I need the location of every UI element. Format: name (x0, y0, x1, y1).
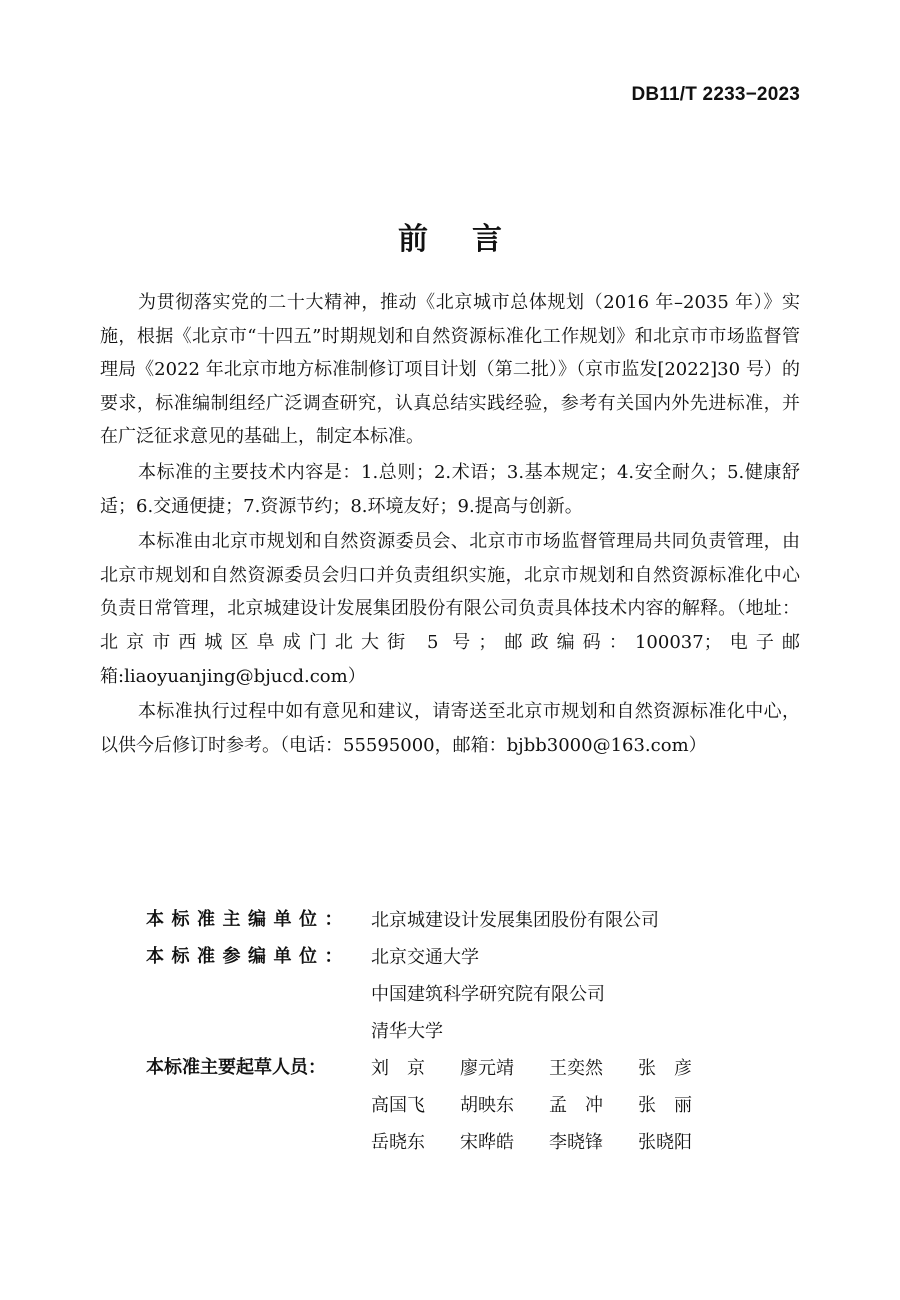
participating-unit: 北京交通大学 (371, 947, 479, 968)
paragraph: 本标准由北京市规划和自然资源委员会、北京市市场监督管理局共同负责管理，由北京市规划和自然资源委员会归口并负责组织实施，北京市规划和自然资源标准化中心负责日常管理，北京城建设计发展集团股份有限公司负责具体技术内容的解释。（地址：北京市西城区阜成门北大街 5 号；邮政编码：100037；电子邮箱:liaoyuanjing@bjucd.com） (100, 531, 800, 687)
paragraph: 本标准的主要技术内容是：1.总则；2.术语；3.基本规定；4.安全耐久；5.健康舒适；6.交通便捷；7.资源节约；8.环境友好；9.提高与创新。 (100, 461, 800, 517)
drafter-name: 李晓锋 (549, 1132, 603, 1153)
chief-unit-row (146, 902, 786, 939)
drafters-list (371, 1050, 786, 1161)
participating-units-label: 本标准参编单位： (146, 946, 350, 967)
page-title: 前言 (398, 222, 546, 257)
participating-unit: 中国建筑科学研究院有限公司 (371, 984, 605, 1005)
paragraph: 为贯彻落实党的二十大精神，推动《北京城市总体规划（2016 年–2035 年）》实施，根据《北京市“十四五”时期规划和自然资源标准化工作规划》和北京市市场监督管理局《2022 年北京市地方标准制修订项目计划（第二批）》（京市监发[2022]30 号）的要求，标准编制组经广泛调查研究，认真总结实践经验，参考有关国内外先进标准，并在广泛征求意见的基础上，制定本标准。 (100, 292, 800, 448)
drafters-row (146, 1050, 786, 1161)
drafters-label: 本标准主要起草人员： (146, 1057, 326, 1078)
drafter-name: 宋晔皓 (460, 1132, 514, 1153)
drafter-name: 王奕然 (549, 1058, 603, 1079)
credits-section (146, 902, 786, 1161)
chief-unit-label: 本标准主编单位： (146, 909, 350, 930)
participating-units-row (146, 939, 786, 1050)
drafter-name: 孟 冲 (549, 1095, 603, 1116)
drafter-name: 张 彦 (638, 1058, 692, 1079)
preface-body (100, 286, 800, 764)
chief-unit: 北京城建设计发展集团股份有限公司 (371, 910, 659, 931)
drafter-name: 刘 京 (371, 1058, 425, 1079)
document-id: DB11/T 2233−2023 (631, 84, 800, 105)
drafter-name: 胡映东 (460, 1095, 514, 1116)
drafter-name: 岳晓东 (371, 1132, 425, 1153)
drafter-name: 高国飞 (371, 1095, 425, 1116)
paragraph: 本标准执行过程中如有意见和建议，请寄送至北京市规划和自然资源标准化中心，以供今后修订时参考。（电话：55595000，邮箱：bjbb3000@163.com） (100, 701, 800, 756)
participating-unit: 清华大学 (371, 1021, 443, 1042)
drafter-name: 张 丽 (638, 1095, 692, 1116)
drafter-name: 廖元靖 (460, 1058, 514, 1079)
drafter-name: 张晓阳 (638, 1132, 692, 1153)
